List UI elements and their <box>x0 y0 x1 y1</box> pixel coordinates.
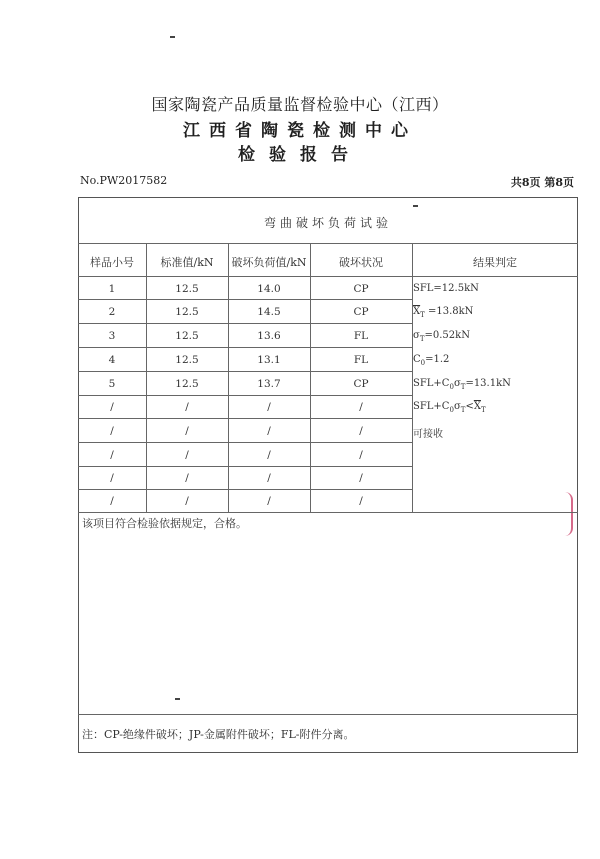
result-mean <box>413 306 473 319</box>
mean-symbol: $\overline{X}$ <box>413 306 421 317</box>
institution-name: 国家陶瓷产品质量监督检验中心（江西） <box>151 95 449 114</box>
cmp-xsub: T <box>480 406 486 414</box>
cell-load: 13.1 <box>257 354 281 366</box>
cell-standard: / <box>185 401 189 413</box>
cmp-prefix: SFL+C <box>413 401 450 412</box>
mean-subscript: T <box>420 311 425 319</box>
cell-mode: / <box>359 401 363 413</box>
result-comparison <box>413 401 486 414</box>
result-sigma <box>413 330 470 343</box>
report-number: No.PW2017582 <box>80 174 168 187</box>
cell-standard: 12.5 <box>175 330 199 342</box>
cell-sample: 2 <box>108 306 116 318</box>
col-header-failure-load: 破坏负荷值/kN <box>231 256 307 269</box>
col-header-result: 结果判定 <box>473 256 517 269</box>
table-rule <box>78 276 578 277</box>
calc-prefix: SFL+C <box>413 378 450 389</box>
center-name: 江西省陶瓷检测中心 <box>183 121 417 141</box>
cmp-x: $\overline{X}$ <box>473 401 481 412</box>
cell-standard: / <box>185 449 189 461</box>
cell-load: / <box>267 472 271 484</box>
table-rule <box>78 243 578 244</box>
cmp-sub0: 0 <box>449 406 454 414</box>
cell-mode: CP <box>353 283 369 295</box>
sigma-symbol: σ <box>413 330 420 341</box>
cell-standard: 12.5 <box>175 378 199 390</box>
calc-subT: T <box>460 383 466 391</box>
conclusion-text: 该项目符合检验依据规定，合格。 <box>82 517 247 530</box>
cell-load: / <box>267 425 271 437</box>
cell-load: 13.6 <box>257 330 281 342</box>
table-rule <box>78 442 412 443</box>
section-title: 弯曲破坏负荷试验 <box>263 216 392 230</box>
cell-standard: / <box>185 425 189 437</box>
col-header-failure-mode: 破坏状况 <box>339 256 383 269</box>
cell-mode: CP <box>353 378 369 390</box>
calc-value: =13.1kN <box>465 378 511 389</box>
cell-load: / <box>267 495 271 507</box>
table-rule <box>78 371 412 372</box>
cell-load: 13.7 <box>257 378 281 390</box>
table-rule <box>78 489 412 490</box>
cmp-lt: < <box>465 401 474 412</box>
cell-mode: / <box>359 425 363 437</box>
table-rule <box>78 347 412 348</box>
cell-standard: 12.5 <box>175 283 199 295</box>
cell-mode: / <box>359 495 363 507</box>
cell-load: 14.5 <box>257 306 281 318</box>
cell-mode: / <box>359 472 363 484</box>
cell-mode: FL <box>353 330 369 342</box>
table-rule <box>78 714 578 715</box>
table-rule <box>78 323 412 324</box>
result-calc <box>413 378 511 391</box>
result-c0 <box>413 354 449 367</box>
col-header-sample-no: 样品小号 <box>90 256 134 269</box>
cell-mode: CP <box>353 306 369 318</box>
cell-sample: 5 <box>108 378 116 390</box>
cmp-subT: T <box>460 406 466 414</box>
footnote-text: 注：CP-绝缘件破坏；JP-金属附件破坏；FL-附件分离。 <box>82 728 355 741</box>
calc-sub0: 0 <box>449 383 454 391</box>
c0-value: =1.2 <box>425 354 450 365</box>
table-rule <box>78 299 412 300</box>
result-verdict: 可接收 <box>413 429 443 440</box>
cell-sample: / <box>110 401 114 413</box>
sigma-value: =0.52kN <box>424 330 470 341</box>
cell-sample: / <box>110 495 114 507</box>
cell-sample: / <box>110 425 114 437</box>
c0-symbol: C <box>413 354 421 365</box>
cell-standard: 12.5 <box>175 354 199 366</box>
mean-value: =13.8kN <box>424 306 474 317</box>
cell-load: 14.0 <box>257 283 281 295</box>
cell-standard: / <box>185 472 189 484</box>
table-rule <box>78 512 578 513</box>
sigma-subscript: T <box>419 335 425 343</box>
cell-sample: / <box>110 472 114 484</box>
document-title: 检验报告 <box>238 145 362 165</box>
table-rule <box>78 395 412 396</box>
cell-sample: 4 <box>108 354 116 366</box>
cell-load: / <box>267 401 271 413</box>
col-header-standard: 标准值/kN <box>160 256 214 269</box>
cell-standard: / <box>185 495 189 507</box>
cell-sample: / <box>110 449 114 461</box>
scan-mark <box>170 36 175 38</box>
page-indicator: 共8页 第8页 <box>510 176 574 189</box>
cell-load: / <box>267 449 271 461</box>
cmp-sigma: σ <box>453 401 461 412</box>
cell-mode: / <box>359 449 363 461</box>
result-sfl: SFL=12.5kN <box>413 283 479 294</box>
cell-standard: 12.5 <box>175 306 199 318</box>
cell-sample: 3 <box>108 330 116 342</box>
cell-mode: FL <box>353 354 369 366</box>
table-rule <box>78 418 412 419</box>
calc-sigma: σ <box>453 378 461 389</box>
cell-sample: 1 <box>108 283 116 295</box>
table-rule <box>78 466 412 467</box>
c0-subscript: 0 <box>420 359 426 367</box>
